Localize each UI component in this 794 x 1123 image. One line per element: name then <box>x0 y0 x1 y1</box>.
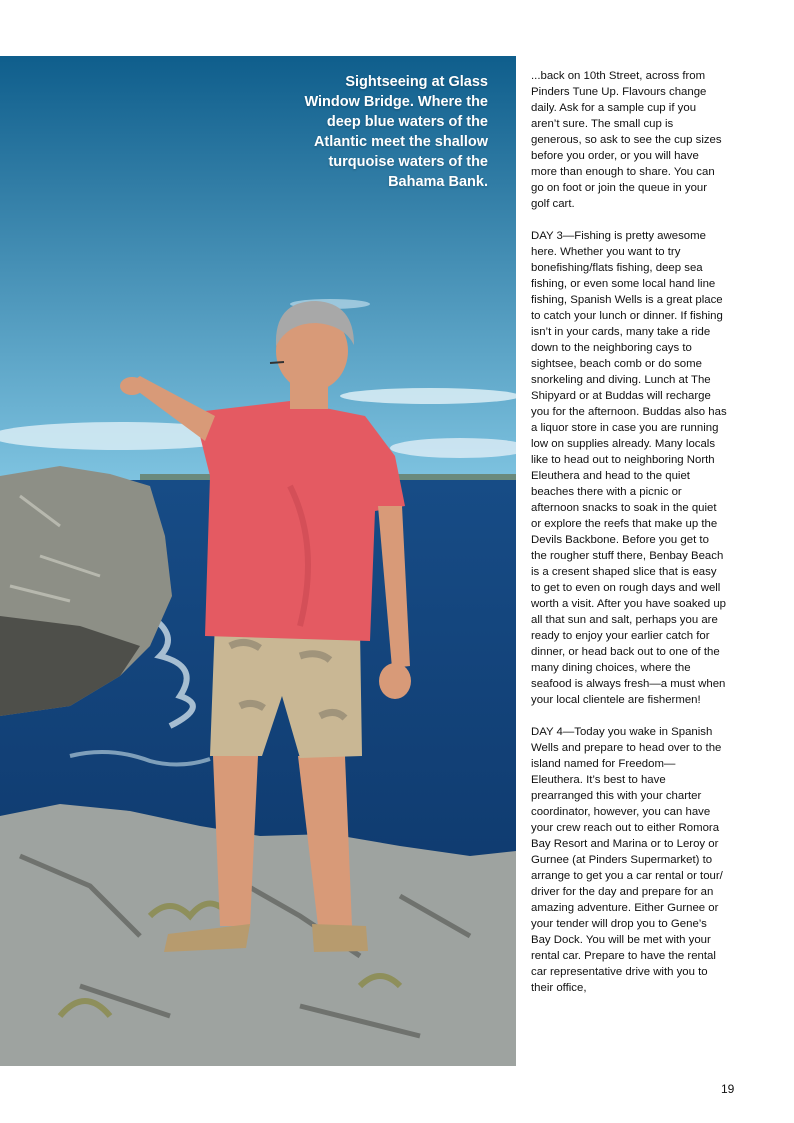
cloud <box>340 388 516 404</box>
paragraph-intro: ...back on 10th Street, across from Pinders Tune Up. Flavours change daily. Ask for a sample cup if you aren’t sure. The small cup is generous, so ask to see the cup sizes before you order, or you will have more than enough to share. You can go on foot or join the queue in your golf cart. <box>531 70 722 210</box>
man-right-hand <box>379 663 411 699</box>
page-number: 19 <box>721 1082 735 1096</box>
paragraph-day-3: DAY 3—Fishing is pretty awesome here. Whether you want to try bonefishing/flats fishing, deep sea fishing, or even some local hand line fishing, Spanish Wells is a great place to catch your lunch or dinner. If fishing isn’t in your cards, many take a ride down to the neighboring cays to sightsee, beach comb or do some snorkeling and diving. Lunch at The Shipyard or at Buddas will recharge you for the afternoon. Buddas also has a liquor store in case you are running low on supplies already. Many locals like to head out to neighboring North Eleuthera and head to the quiet beaches there with a picnic or afternoon snacks to soak in the quiet or explore the reefs that make up the Devils Backbone. Before you get to the rougher stuff there, Benbay Beach is a cresent shaped slice that is easy to get to even on rough days and well worth a visit. After you have soaked up all that sun and salt, perhaps you are ready to enjoy your earlier catch for dinner, or head back out to one of the many dining choices, where the seafood is always fresh—a must when your local clientele are fishermen! <box>531 230 727 706</box>
paragraph-day-4: DAY 4—Today you wake in Spanish Wells and prepare to head over to the island named for Freedom—Eleuthera. It’s best to have prearranged this with your charter coordinator, however, you can have your crew reach out to either Romora Bay Resort and Marina or to Leroy or Gurnee (at Pinders Supermarket) to arrange to get you a car rental or tour/ driver for the day and prepare for an amazing adventure. Either Gurnee or your tender will drop you to Gene’s Bay Dock. You will be met with your rental car. Prepare to have the rental car representative drive with you to their office, <box>531 726 723 994</box>
article-column <box>531 68 727 1012</box>
man-glasses <box>270 362 284 363</box>
photo-caption: Sightseeing at Glass Window Bridge. Where the deep blue waters of the Atlantic meet the shallow turquoise waters of the Bahama Bank. <box>304 74 488 190</box>
hero-photo <box>0 56 516 1066</box>
photo-illustration <box>0 56 516 1066</box>
man-left-hand <box>120 377 144 395</box>
man-right-sandal <box>312 924 368 952</box>
